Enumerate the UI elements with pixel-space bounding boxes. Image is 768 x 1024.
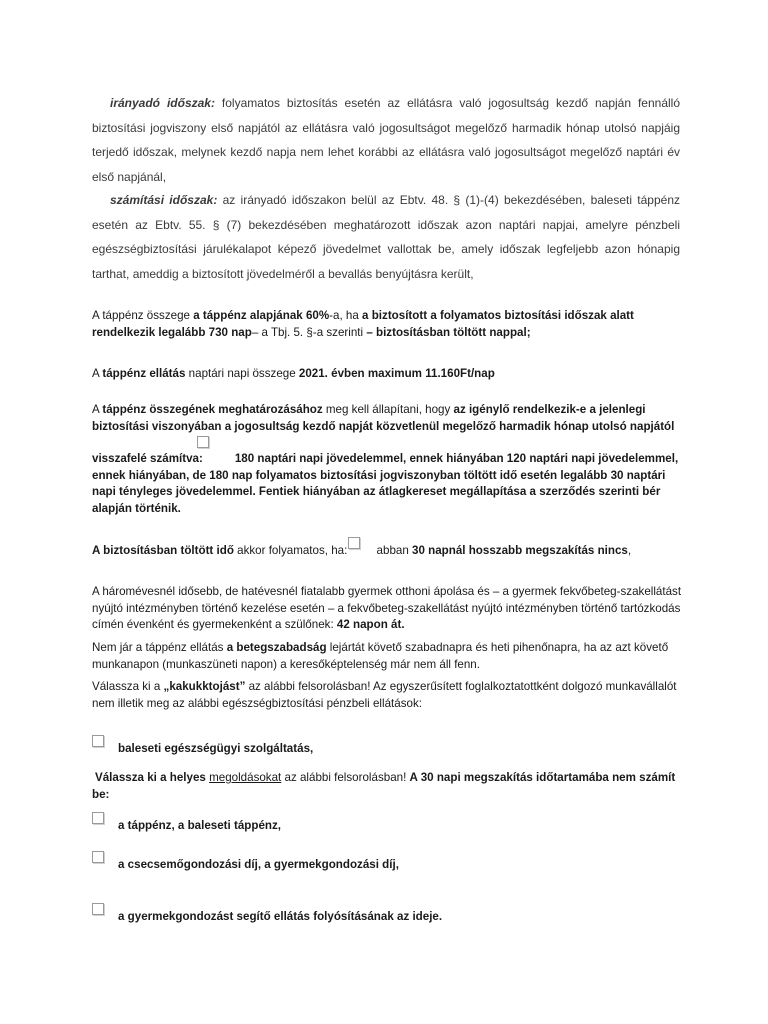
option-checkbox[interactable]: [92, 851, 104, 863]
bold-span: 180 naptári napi jövedelemmel, ennek hiányában 120 naptári napi jövedelemmel, ennek hiányában, de 180 nap folyamatos biztosítási jogviszonyban töltött idő esetén legalább 30 naptári napi tényleges jövedelemmel. Fentiek hiányában az átlagkereset megállapítása a szerződés szerinti bér alapján történik.: [92, 452, 679, 515]
bold-span: A biztosításban töltött idő: [92, 544, 234, 557]
text-span: Válassza ki a: [92, 680, 164, 693]
inline-checkbox[interactable]: [197, 436, 209, 448]
megoldasok-question: [92, 770, 692, 803]
option-checkbox[interactable]: [92, 735, 104, 747]
bold-span: – biztosításban töltött nappal;: [366, 325, 531, 339]
bold-span: „kakukktojást”: [163, 680, 246, 693]
underlined-span: megoldásokat: [209, 771, 282, 784]
text-span: Nem jár a táppénz ellátás: [92, 641, 227, 654]
text-span: meg kell állapítani, hogy: [322, 403, 454, 416]
bold-span: az igénylő rendelkezik-e a jelenlegi biztosítási viszonyában a jogosultság kezdő napját közvetlenül megelőző harmadik hónap utolsó napjától: [92, 403, 675, 433]
bold-span: a biztosított a folyamatos biztosítási időszak alatt rendelkezik legalább 730 nap: [92, 309, 634, 339]
option-label: a gyermekgondozást segítő ellátás folyósításának az ideje.: [118, 910, 443, 923]
bold-span: A 30 napi megszakítás időtartamába nem számít be:: [92, 771, 676, 801]
bold-span: Válassza ki a helyes: [95, 771, 210, 784]
definition-iranyado: [92, 91, 680, 189]
bold-span: visszafelé számítva:: [92, 452, 203, 465]
text-iranyado: folyamatos biztosítás esetén az ellátásra való jogosultság kezdő napján fennálló biztosítási jogviszony első napjától az ellátásra való jogosultságot megelőző harmadik hónap utolsó napjáig terjedő időszak, melynek kezdő napja nem lehet korábbi az ellátásra való jogosultságot megelőző naptári év első napjánál,: [92, 96, 680, 184]
definition-szamitasi: [92, 188, 680, 286]
option-label: baleseti egészségügyi szolgáltatás,: [118, 742, 314, 755]
text-span: A háromévesnél idősebb, de hatévesnél fiatalabb gyermek otthoni ápolása és – a gyermek fekvőbeteg-szakellátást nyújtó intézményben történő kezelése esetén – a fekvőbeteg-szakellátást nyújtó intézményben történő tartózkodás címén évenként és gyermekenként a szülőnek:: [92, 585, 682, 631]
text-span: az alábbi felsorolásban!: [281, 771, 410, 784]
text-span: – a Tbj. 5. §-a szerinti: [251, 325, 367, 339]
text-span: naptári napi összege: [185, 367, 299, 380]
bold-span: 30 napnál hosszabb megszakítás nincs: [412, 544, 628, 557]
text-span: -a, ha: [329, 309, 363, 322]
napi-osszeg-paragraph: [92, 366, 684, 383]
text-span: A táppénz összege: [92, 309, 194, 322]
text-span: akkor folyamatos, ha:: [233, 544, 348, 557]
bold-span: táppénz összegének meghatározásához: [102, 403, 323, 416]
text-span: A: [92, 403, 103, 416]
inline-checkbox[interactable]: [348, 537, 360, 549]
betegszabadsag-paragraph: [92, 640, 684, 673]
term-iranyado: irányadó időszak:: [110, 96, 215, 110]
bold-span: a betegszabadság: [226, 641, 327, 654]
text-szamitasi: az irányadó időszakon belül az Ebtv. 48. § (1)-(4) bekezdésében, baleseti táppénz esetén az Ebtv. 55. § (7) bekezdésében meghatározott időszak azon naptári napjai, amelyre pénzbeli egészségbiztosítási járulékalapot képező jövedelmet vallottak be, amely időszak legfeljebb azon hónapig tarthat, ameddig a biztosított jövedelméről a bevallás benyújtásra került,: [92, 193, 680, 281]
folyamatos-paragraph: [92, 543, 712, 560]
text-span: az alábbi felsorolásban! Az egyszerűsített foglalkoztatottként dolgozó munkavállalót nem illetik meg az alábbi egészségbiztosítási pénzbeli ellátások:: [92, 680, 677, 710]
option-label: a csecsemőgondozási díj, a gyermekgondozási díj,: [118, 858, 399, 871]
option-label: a táppénz, a baleseti táppénz,: [118, 819, 281, 832]
meghatarozas-paragraph: [92, 402, 684, 435]
tappenz-osszeg-paragraph: [92, 308, 684, 341]
kakukktojas-question: [92, 679, 684, 712]
bold-span: a táppénz alapjának 60%: [193, 309, 330, 322]
bold-span: 42 napon át.: [336, 618, 405, 631]
text-span: abban: [373, 544, 413, 557]
text-span: A: [92, 367, 103, 380]
gyermek-paragraph: [92, 584, 684, 634]
term-szamitasi: számítási időszak:: [110, 193, 218, 207]
option-checkbox[interactable]: [92, 812, 104, 824]
meghatarozas-continuation: [92, 451, 684, 517]
bold-span: táppénz ellátás: [102, 367, 186, 380]
text-span: ,: [627, 544, 632, 557]
bold-span: 2021. évben maximum 11.160Ft/nap: [298, 367, 495, 380]
text-span: lejártát követő szabadnapra és heti pihenőnapra, ha az azt követő munkanapon (munkaszüneti napon) a keresőképtelenség már nem áll fenn.: [92, 641, 669, 671]
option-checkbox[interactable]: [92, 903, 104, 915]
